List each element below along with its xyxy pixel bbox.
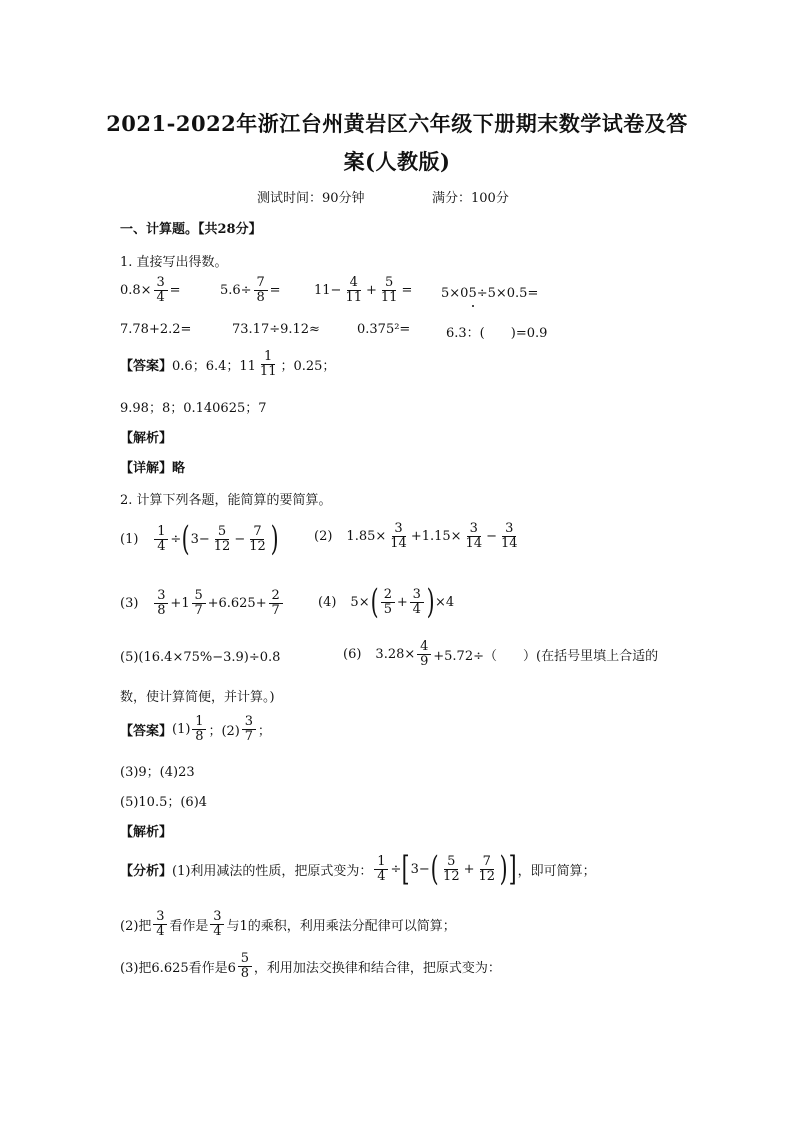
fraction: $\frac{3}{14}$ [465, 521, 483, 551]
fraction: $\frac{3}{4}$ [210, 910, 224, 938]
q1-analysis-heading: 【解析】 [120, 431, 173, 446]
q1-expr-g: 0.375²= [357, 322, 411, 337]
document-title-line2: 案(人教版) [343, 149, 451, 174]
q1-expr-a: 0.8× $\frac{3}{4}$ = [120, 275, 181, 305]
fraction: $\frac{3}{4}$ [153, 910, 167, 938]
full-score: 满分：100分 [432, 191, 509, 206]
fraction: $\frac{5}{8}$ [238, 952, 252, 980]
left-paren: ( [430, 849, 439, 889]
fraction: $\frac{3}{4}$ [410, 588, 424, 616]
fraction: $\frac{1}{4}$ [374, 855, 388, 883]
q2-analysis-heading: 【解析】 [120, 825, 173, 840]
q2-answer: 【答案】 (1) $\frac{1}{8}$ ；(2) $\frac{3}{7}$ ； [120, 714, 271, 744]
fraction: $\frac{1}{8}$ [192, 715, 206, 743]
q2-part-1: (1) $\frac{1}{4}$ ÷ ( 3− $\frac{5}{12}$ − $\frac{7}{12}$ ) [120, 519, 279, 559]
fraction: $\frac{7}{12}$ [478, 853, 496, 884]
q2-part-4: (4) 5× ( $\frac{2}{5}$ + $\frac{3}{4}$ ) ×4 [318, 582, 455, 622]
document-title-line1: 2021-2022年浙江台州黄岩区六年级下册期末数学试卷及答 [106, 111, 688, 136]
q1-expr-c: 11− $\frac{4}{11}$ + $\frac{5}{11}$ = [314, 275, 413, 305]
right-paren: ) [270, 519, 279, 559]
question-2-prompt: 2. 计算下列各题，能简算的要简算。 [120, 493, 332, 508]
fraction: $\frac{7}{12}$ [249, 523, 266, 554]
q2-part-6: (6) 3.28× $\frac{4}{9}$ +5.72÷（ ）(在括号里填上合适的 [343, 639, 659, 669]
question-1-prompt: 1. 直接写出得数。 [120, 255, 228, 270]
fraction: $\frac{5}{11}$ [380, 275, 398, 305]
fraction: $\frac{4}{9}$ [417, 640, 431, 668]
fraction: $\frac{4}{11}$ [345, 275, 362, 305]
fraction: $\frac{7}{8}$ [254, 276, 268, 304]
q1-expr-f: 73.17÷9.12≈ [232, 322, 320, 337]
q1-expr-b: 5.6÷ $\frac{7}{8}$ = [220, 275, 281, 305]
fraction: $\frac{1}{11}$ [259, 349, 277, 379]
q2-analysis-1: 【分析】 (1)利用减法的性质，把原式变为： $\frac{1}{4}$ ÷ [ 3− ( $\frac{5}{12}$ + $\frac{7}{12}$ ) ] ，即可简算； [120, 849, 596, 889]
left-bracket: [ [401, 849, 410, 889]
fraction: $\frac{1}{4}$ [154, 525, 168, 553]
test-time: 测试时间：90分钟 [257, 191, 365, 206]
left-paren: ( [181, 519, 190, 559]
q2-part-5: (5)(16.4×75%−3.9)÷0.8 [120, 650, 281, 665]
q1-expr-d: 5×05÷5×0.5= [441, 286, 539, 301]
q2-part-3: (3) $\frac{3}{8}$ +1 $\frac{5}{7}$ +6.625+ $\frac{2}{7}$ [120, 589, 285, 617]
q1-expr-e: 7.78+2.2= [120, 322, 192, 337]
q2-part-6-line2: 数，使计算简便，并计算。) [120, 690, 275, 705]
q1-detail: 【详解】略 [120, 461, 186, 476]
left-paren: ( [370, 582, 379, 622]
fraction: $\frac{5}{12}$ [213, 523, 231, 554]
fraction: $\frac{2}{7}$ [269, 589, 283, 617]
q1-answer: 【答案】 0.6；6.4；11 $\frac{1}{11}$ ；0.25； [120, 349, 336, 379]
fraction: $\frac{5}{7}$ [192, 589, 206, 617]
section-heading: 一、计算题。【共28分】 [120, 222, 262, 237]
fraction: $\frac{3}{8}$ [154, 589, 168, 617]
right-paren: ) [426, 582, 435, 622]
q1-expr-h: 6.3：( )=0.9 [446, 326, 548, 341]
right-bracket: ] [508, 849, 517, 889]
q1-answer-line2: 9.98；8；0.140625；7 [120, 401, 267, 416]
q2-part-2: (2) 1.85× $\frac{3}{14}$ +1.15× $\frac{3}{14}$ − $\frac{3}{14}$ [314, 521, 518, 551]
fraction: $\frac{3}{14}$ [390, 521, 407, 551]
fraction: $\frac{2}{5}$ [381, 588, 395, 616]
q2-analysis-2: (2)把 $\frac{3}{4}$ 看作是 $\frac{3}{4}$ 与1的乘积，利用乘法分配律可以简算； [120, 909, 456, 939]
q2-answer-line3: (5)10.5；(6)4 [120, 795, 208, 810]
fraction: $\frac{3}{7}$ [242, 715, 256, 743]
right-paren: ) [499, 849, 508, 889]
q2-answer-line2: (3)9；(4)23 [120, 765, 195, 780]
fraction: $\frac{3}{14}$ [501, 521, 518, 551]
fraction: $\frac{5}{12}$ [443, 853, 460, 884]
fraction: $\frac{3}{4}$ [154, 276, 168, 304]
q2-analysis-3: (3)把6.625看作是6 $\frac{5}{8}$ ，利用加法交换律和结合律，把原式变为： [120, 951, 501, 981]
